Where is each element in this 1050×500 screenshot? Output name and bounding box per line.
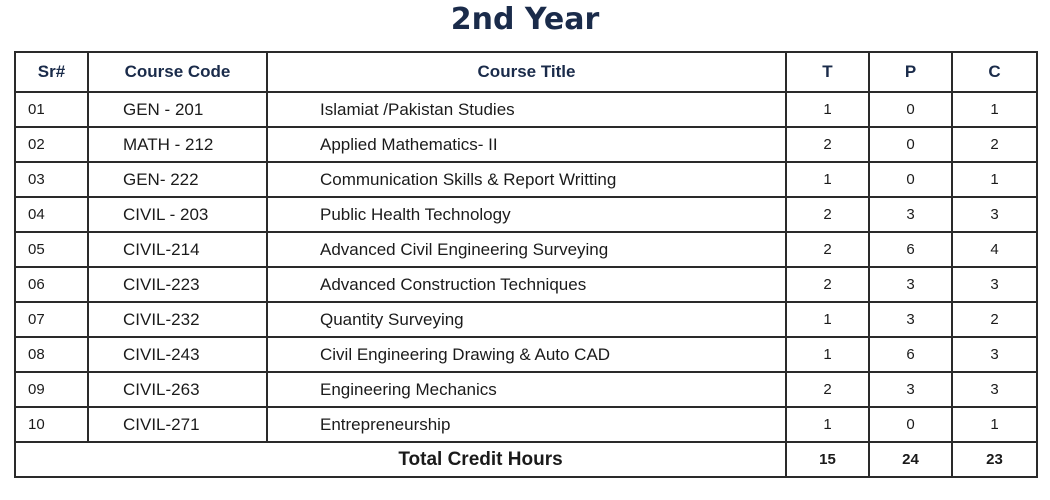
cell-c: 4	[952, 232, 1037, 267]
table-row	[15, 197, 1037, 232]
cell-t: 2	[786, 127, 869, 162]
cell-c: 2	[952, 127, 1037, 162]
table-row	[15, 232, 1037, 267]
table-row	[15, 372, 1037, 407]
cell-p: 3	[869, 197, 952, 232]
header-c: C	[952, 52, 1037, 92]
cell-t: 2	[786, 372, 869, 407]
cell-sr: 05	[15, 232, 88, 267]
cell-p: 3	[869, 302, 952, 337]
cell-p: 0	[869, 407, 952, 442]
cell-course-title: Civil Engineering Drawing & Auto CAD	[267, 337, 786, 372]
header-course-title: Course Title	[267, 52, 786, 92]
cell-course-code: GEN- 222	[88, 162, 267, 197]
cell-c: 1	[952, 92, 1037, 127]
header-course-code: Course Code	[88, 52, 267, 92]
cell-course-title: Communication Skills & Report Writting	[267, 162, 786, 197]
cell-course-code: CIVIL-263	[88, 372, 267, 407]
cell-sr: 06	[15, 267, 88, 302]
cell-c: 3	[952, 267, 1037, 302]
table-row	[15, 92, 1037, 127]
cell-course-title: Islamiat /Pakistan Studies	[267, 92, 786, 127]
cell-course-code: CIVIL-243	[88, 337, 267, 372]
header-p: P	[869, 52, 952, 92]
cell-sr: 03	[15, 162, 88, 197]
header-sr: Sr#	[15, 52, 88, 92]
cell-p: 0	[869, 92, 952, 127]
cell-p: 6	[869, 337, 952, 372]
cell-sr: 09	[15, 372, 88, 407]
cell-course-title: Public Health Technology	[267, 197, 786, 232]
table-header-row	[15, 52, 1037, 92]
cell-sr: 01	[15, 92, 88, 127]
cell-course-code: GEN - 201	[88, 92, 267, 127]
cell-p: 0	[869, 127, 952, 162]
table-row	[15, 162, 1037, 197]
cell-c: 3	[952, 372, 1037, 407]
cell-p: 3	[869, 267, 952, 302]
cell-sr: 10	[15, 407, 88, 442]
cell-course-title: Advanced Construction Techniques	[267, 267, 786, 302]
cell-t: 1	[786, 302, 869, 337]
table-row	[15, 302, 1037, 337]
cell-c: 2	[952, 302, 1037, 337]
cell-course-code: CIVIL-214	[88, 232, 267, 267]
cell-t: 2	[786, 197, 869, 232]
cell-p: 3	[869, 372, 952, 407]
cell-c: 3	[952, 197, 1037, 232]
cell-t: 2	[786, 267, 869, 302]
cell-course-code: CIVIL-223	[88, 267, 267, 302]
cell-sr: 04	[15, 197, 88, 232]
cell-course-code: CIVIL-232	[88, 302, 267, 337]
total-t: 15	[786, 442, 869, 477]
cell-course-title: Entrepreneurship	[267, 407, 786, 442]
total-c: 23	[952, 442, 1037, 477]
cell-c: 1	[952, 162, 1037, 197]
total-credit-hours-label: Total Credit Hours	[15, 442, 786, 477]
cell-sr: 02	[15, 127, 88, 162]
cell-t: 1	[786, 162, 869, 197]
cell-c: 1	[952, 407, 1037, 442]
cell-c: 3	[952, 337, 1037, 372]
cell-p: 0	[869, 162, 952, 197]
course-table	[14, 51, 1038, 478]
cell-course-title: Applied Mathematics- II	[267, 127, 786, 162]
cell-t: 1	[786, 407, 869, 442]
cell-course-code: CIVIL-271	[88, 407, 267, 442]
cell-course-code: MATH - 212	[88, 127, 267, 162]
table-row	[15, 407, 1037, 442]
header-t: T	[786, 52, 869, 92]
cell-course-code: CIVIL - 203	[88, 197, 267, 232]
cell-course-title: Engineering Mechanics	[267, 372, 786, 407]
total-p: 24	[869, 442, 952, 477]
total-row	[15, 442, 1037, 477]
cell-t: 1	[786, 92, 869, 127]
page-title: 2nd Year	[450, 2, 600, 37]
cell-t: 1	[786, 337, 869, 372]
cell-t: 2	[786, 232, 869, 267]
cell-course-title: Quantity Surveying	[267, 302, 786, 337]
cell-course-title: Advanced Civil Engineering Surveying	[267, 232, 786, 267]
table-row	[15, 267, 1037, 302]
table-row	[15, 127, 1037, 162]
cell-sr: 07	[15, 302, 88, 337]
cell-sr: 08	[15, 337, 88, 372]
table-row	[15, 337, 1037, 372]
cell-p: 6	[869, 232, 952, 267]
